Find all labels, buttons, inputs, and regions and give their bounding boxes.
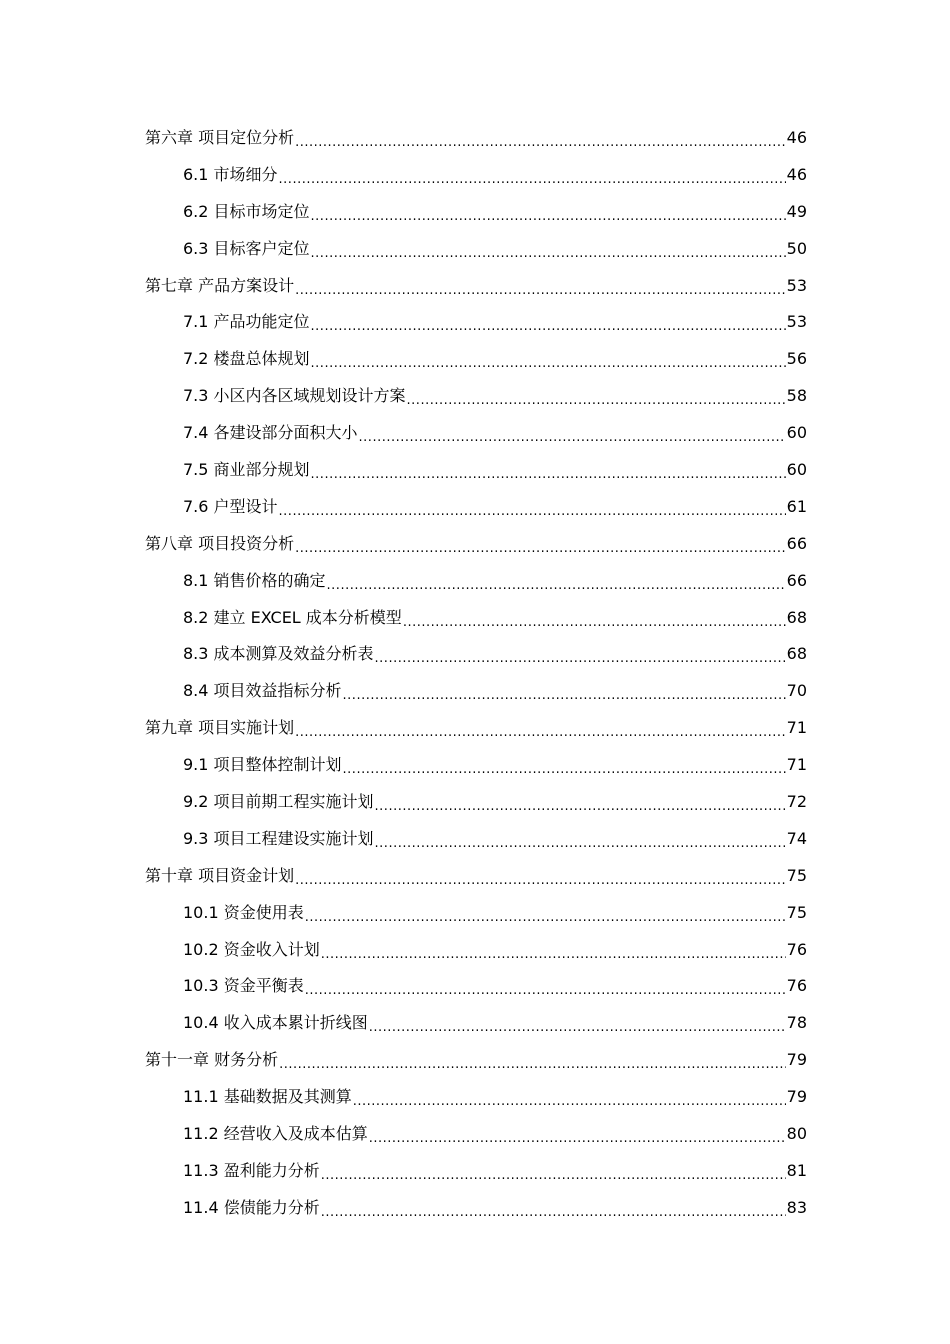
toc-section-entry[interactable] bbox=[145, 378, 807, 415]
toc-dot-leader bbox=[343, 760, 786, 776]
toc-dot-leader bbox=[311, 354, 786, 370]
toc-page-number: 61 bbox=[786, 496, 807, 516]
toc-section-entry[interactable] bbox=[145, 1190, 807, 1227]
toc-dot-leader bbox=[375, 834, 786, 850]
toc-section-entry[interactable] bbox=[145, 636, 807, 673]
toc-entry-title: 7.2 楼盘总体规划 bbox=[183, 349, 310, 369]
toc-chapter-entry[interactable] bbox=[145, 858, 807, 895]
toc-chapter-entry[interactable] bbox=[145, 710, 807, 747]
toc-entry-title: 8.3 成本测算及效益分析表 bbox=[183, 644, 374, 664]
toc-chapter-entry[interactable] bbox=[145, 268, 807, 305]
toc-dot-leader bbox=[295, 281, 786, 297]
toc-section-entry[interactable] bbox=[145, 895, 807, 932]
toc-section-entry[interactable] bbox=[145, 194, 807, 231]
toc-entry-title: 第七章 产品方案设计 bbox=[145, 275, 295, 295]
toc-section-entry[interactable] bbox=[145, 784, 807, 821]
toc-dot-leader bbox=[279, 502, 786, 518]
toc-entry-title: 9.3 项目工程建设实施计划 bbox=[183, 828, 374, 848]
toc-entry-title: 7.4 各建设部分面积大小 bbox=[183, 423, 358, 443]
toc-entry-title: 7.3 小区内各区域规划设计方案 bbox=[183, 386, 406, 406]
toc-entry-title: 9.2 项目前期工程实施计划 bbox=[183, 792, 374, 812]
toc-entry-title: 10.3 资金平衡表 bbox=[183, 976, 304, 996]
toc-section-entry[interactable] bbox=[145, 1079, 807, 1116]
toc-entry-title: 7.6 户型设计 bbox=[183, 496, 278, 516]
toc-dot-leader bbox=[295, 133, 786, 149]
toc-entry-title: 10.2 资金收入计划 bbox=[183, 939, 320, 959]
toc-entry-title: 11.1 基础数据及其测算 bbox=[183, 1087, 352, 1107]
toc-page-number: 71 bbox=[786, 755, 807, 775]
toc-page-number: 79 bbox=[786, 1087, 807, 1107]
toc-page-number: 46 bbox=[786, 128, 807, 147]
toc-entry-title: 7.5 商业部分规划 bbox=[183, 460, 310, 480]
toc-page-number: 78 bbox=[786, 1013, 807, 1033]
toc-dot-leader bbox=[311, 244, 786, 260]
toc-section-entry[interactable] bbox=[145, 1005, 807, 1042]
toc-page-number: 68 bbox=[786, 607, 807, 627]
toc-entry-title: 11.3 盈利能力分析 bbox=[183, 1160, 320, 1180]
toc-section-entry[interactable] bbox=[145, 304, 807, 341]
toc-entry-title: 10.1 资金使用表 bbox=[183, 902, 304, 922]
toc-dot-leader bbox=[369, 1018, 786, 1034]
toc-dot-leader bbox=[359, 428, 786, 444]
toc-dot-leader bbox=[279, 1055, 786, 1071]
toc-chapter-entry[interactable] bbox=[145, 120, 807, 157]
toc-section-entry[interactable] bbox=[145, 452, 807, 489]
toc-dot-leader bbox=[375, 797, 786, 813]
toc-entry-title: 8.4 项目效益指标分析 bbox=[183, 681, 342, 701]
toc-section-entry[interactable] bbox=[145, 489, 807, 526]
toc-page-number: 79 bbox=[786, 1050, 807, 1070]
toc-section-entry[interactable] bbox=[145, 932, 807, 969]
toc-dot-leader bbox=[305, 908, 786, 924]
toc-dot-leader bbox=[321, 1166, 786, 1182]
toc-chapter-entry[interactable] bbox=[145, 526, 807, 563]
toc-page-number: 75 bbox=[786, 902, 807, 922]
toc-page-number: 75 bbox=[786, 865, 807, 885]
toc-section-entry[interactable] bbox=[145, 1116, 807, 1153]
toc-entry-title: 8.2 建立 EXCEL 成本分析模型 bbox=[183, 607, 402, 627]
toc-section-entry[interactable] bbox=[145, 415, 807, 452]
toc-page-number: 56 bbox=[786, 349, 807, 369]
toc-entry-title: 6.3 目标客户定位 bbox=[183, 238, 310, 258]
toc-entry-title: 8.1 销售价格的确定 bbox=[183, 570, 326, 590]
toc-section-entry[interactable] bbox=[145, 673, 807, 710]
toc-page-number: 60 bbox=[786, 423, 807, 443]
toc-dot-leader bbox=[311, 317, 786, 333]
toc-dot-leader bbox=[305, 981, 786, 997]
toc-section-entry[interactable] bbox=[145, 747, 807, 784]
toc-dot-leader bbox=[375, 649, 786, 665]
toc-page-number: 72 bbox=[786, 792, 807, 812]
toc-dot-leader bbox=[321, 945, 786, 961]
toc-page-number: 66 bbox=[786, 533, 807, 553]
toc-page-number: 76 bbox=[786, 939, 807, 959]
table-of-contents bbox=[145, 120, 807, 1227]
toc-page-number: 80 bbox=[786, 1124, 807, 1144]
toc-page-number: 66 bbox=[786, 570, 807, 590]
toc-page-number: 58 bbox=[786, 386, 807, 406]
toc-section-entry[interactable] bbox=[145, 231, 807, 268]
toc-entry-title: 第十一章 财务分析 bbox=[145, 1050, 279, 1070]
toc-dot-leader bbox=[327, 576, 786, 592]
toc-dot-leader bbox=[311, 207, 786, 223]
toc-dot-leader bbox=[295, 723, 786, 739]
toc-dot-leader bbox=[295, 539, 786, 555]
toc-dot-leader bbox=[321, 1203, 786, 1219]
toc-entry-title: 第九章 项目实施计划 bbox=[145, 718, 295, 738]
toc-section-entry[interactable] bbox=[145, 341, 807, 378]
toc-entry-title: 第十章 项目资金计划 bbox=[145, 865, 295, 885]
toc-page-number: 53 bbox=[786, 312, 807, 332]
toc-page-number: 46 bbox=[786, 164, 807, 184]
toc-page-number: 50 bbox=[786, 238, 807, 258]
toc-entry-title: 7.1 产品功能定位 bbox=[183, 312, 310, 332]
toc-dot-leader bbox=[343, 686, 786, 702]
toc-page-number: 68 bbox=[786, 644, 807, 664]
toc-chapter-entry[interactable] bbox=[145, 1042, 807, 1079]
toc-entry-title: 11.2 经营收入及成本估算 bbox=[183, 1124, 368, 1144]
toc-dot-leader bbox=[353, 1092, 786, 1108]
toc-dot-leader bbox=[311, 465, 786, 481]
toc-page-number: 70 bbox=[786, 681, 807, 701]
toc-page-number: 49 bbox=[786, 201, 807, 221]
toc-page-number: 76 bbox=[786, 976, 807, 996]
toc-section-entry[interactable] bbox=[145, 821, 807, 858]
toc-entry-title: 9.1 项目整体控制计划 bbox=[183, 755, 342, 775]
toc-entry-title: 第八章 项目投资分析 bbox=[145, 533, 295, 553]
toc-section-entry[interactable] bbox=[145, 1153, 807, 1190]
toc-section-entry[interactable] bbox=[145, 600, 807, 637]
toc-page-number: 53 bbox=[786, 275, 807, 295]
toc-section-entry[interactable] bbox=[145, 563, 807, 600]
toc-entry-title: 11.4 偿债能力分析 bbox=[183, 1197, 320, 1217]
toc-dot-leader bbox=[279, 170, 786, 186]
toc-entry-title: 10.4 收入成本累计折线图 bbox=[183, 1013, 368, 1033]
toc-entry-title: 6.2 目标市场定位 bbox=[183, 201, 310, 221]
toc-page-number: 71 bbox=[786, 718, 807, 738]
toc-section-entry[interactable] bbox=[145, 968, 807, 1005]
toc-page-number: 81 bbox=[786, 1160, 807, 1180]
toc-dot-leader bbox=[407, 391, 786, 407]
toc-page-number: 60 bbox=[786, 460, 807, 480]
toc-section-entry[interactable] bbox=[145, 157, 807, 194]
toc-dot-leader bbox=[295, 871, 786, 887]
toc-dot-leader bbox=[403, 613, 786, 629]
toc-entry-title: 6.1 市场细分 bbox=[183, 164, 278, 184]
toc-dot-leader bbox=[369, 1129, 786, 1145]
toc-page-number: 74 bbox=[786, 828, 807, 848]
toc-page-number: 83 bbox=[786, 1197, 807, 1217]
toc-entry-title: 第六章 项目定位分析 bbox=[145, 128, 295, 147]
